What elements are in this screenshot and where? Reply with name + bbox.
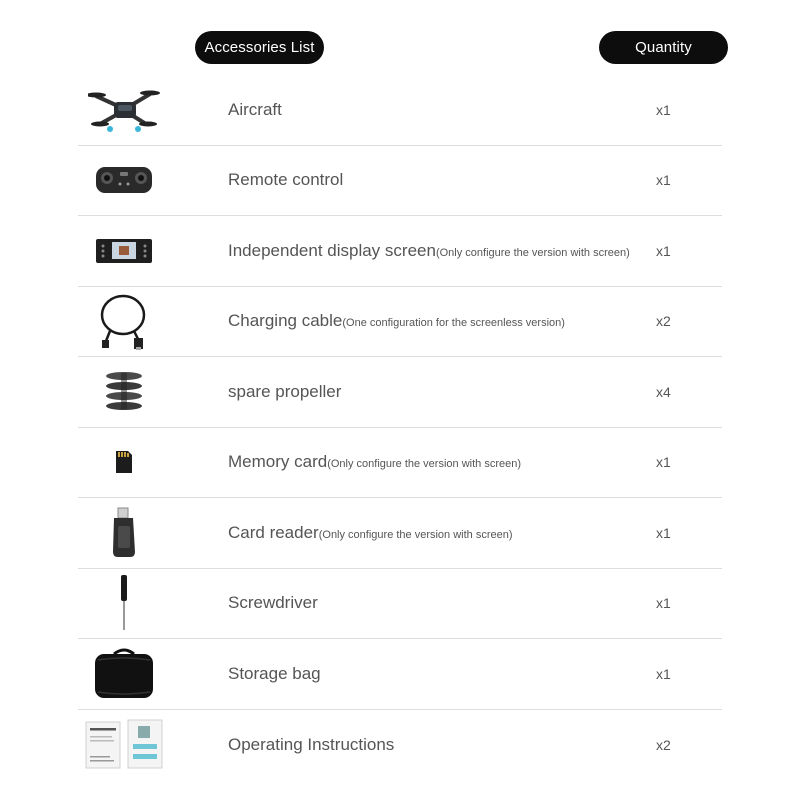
instructions-icon bbox=[82, 713, 166, 777]
item-name: Operating Instructions bbox=[228, 734, 395, 754]
charging-cable-icon bbox=[82, 289, 166, 353]
item-note: (Only configure the version with screen) bbox=[318, 528, 513, 541]
propeller-icon bbox=[82, 360, 166, 424]
display-screen-icon bbox=[82, 219, 166, 283]
item-name: Screwdriver bbox=[228, 593, 318, 613]
item-quantity: x2 bbox=[656, 313, 671, 330]
accessories-list-header: Accessories List bbox=[195, 31, 324, 64]
item-quantity: x1 bbox=[656, 172, 671, 189]
item-name: Independent display screen bbox=[228, 240, 436, 260]
item-quantity: x2 bbox=[656, 736, 671, 753]
quantity-header: Quantity bbox=[599, 31, 728, 64]
item-quantity: x1 bbox=[656, 665, 671, 682]
item-quantity: x1 bbox=[656, 242, 671, 259]
list-item bbox=[78, 75, 722, 146]
list-item bbox=[78, 569, 722, 640]
item-note: (Only configure the version with screen) bbox=[435, 246, 630, 259]
item-name: Remote control bbox=[228, 170, 344, 190]
item-name: Storage bag bbox=[228, 663, 321, 683]
remote-control-icon bbox=[82, 148, 166, 212]
list-item bbox=[78, 428, 722, 499]
list-item bbox=[78, 639, 722, 710]
item-quantity: x1 bbox=[656, 454, 671, 471]
item-quantity: x1 bbox=[656, 524, 671, 541]
list-item bbox=[78, 710, 722, 781]
item-name: spare propeller bbox=[228, 381, 342, 401]
screwdriver-icon bbox=[82, 571, 166, 635]
item-quantity: x4 bbox=[656, 383, 671, 400]
item-name: Memory card bbox=[228, 452, 328, 472]
list-item bbox=[78, 498, 722, 569]
memory-card-icon bbox=[82, 430, 166, 494]
list-item bbox=[78, 216, 722, 287]
list-item bbox=[78, 146, 722, 217]
item-quantity: x1 bbox=[656, 101, 671, 118]
item-note: (Only configure the version with screen) bbox=[327, 458, 521, 471]
item-quantity: x1 bbox=[656, 595, 671, 612]
item-name: Card reader bbox=[228, 522, 319, 542]
list-item bbox=[78, 357, 722, 428]
storage-bag-icon bbox=[82, 642, 166, 706]
item-name: Charging cable bbox=[228, 311, 343, 331]
list-item bbox=[78, 287, 722, 358]
item-name: Aircraft bbox=[228, 99, 282, 119]
item-note: (One configuration for the screenless version) bbox=[342, 317, 565, 330]
card-reader-icon bbox=[82, 501, 166, 565]
accessories-list bbox=[78, 75, 722, 780]
drone-icon bbox=[82, 78, 166, 142]
